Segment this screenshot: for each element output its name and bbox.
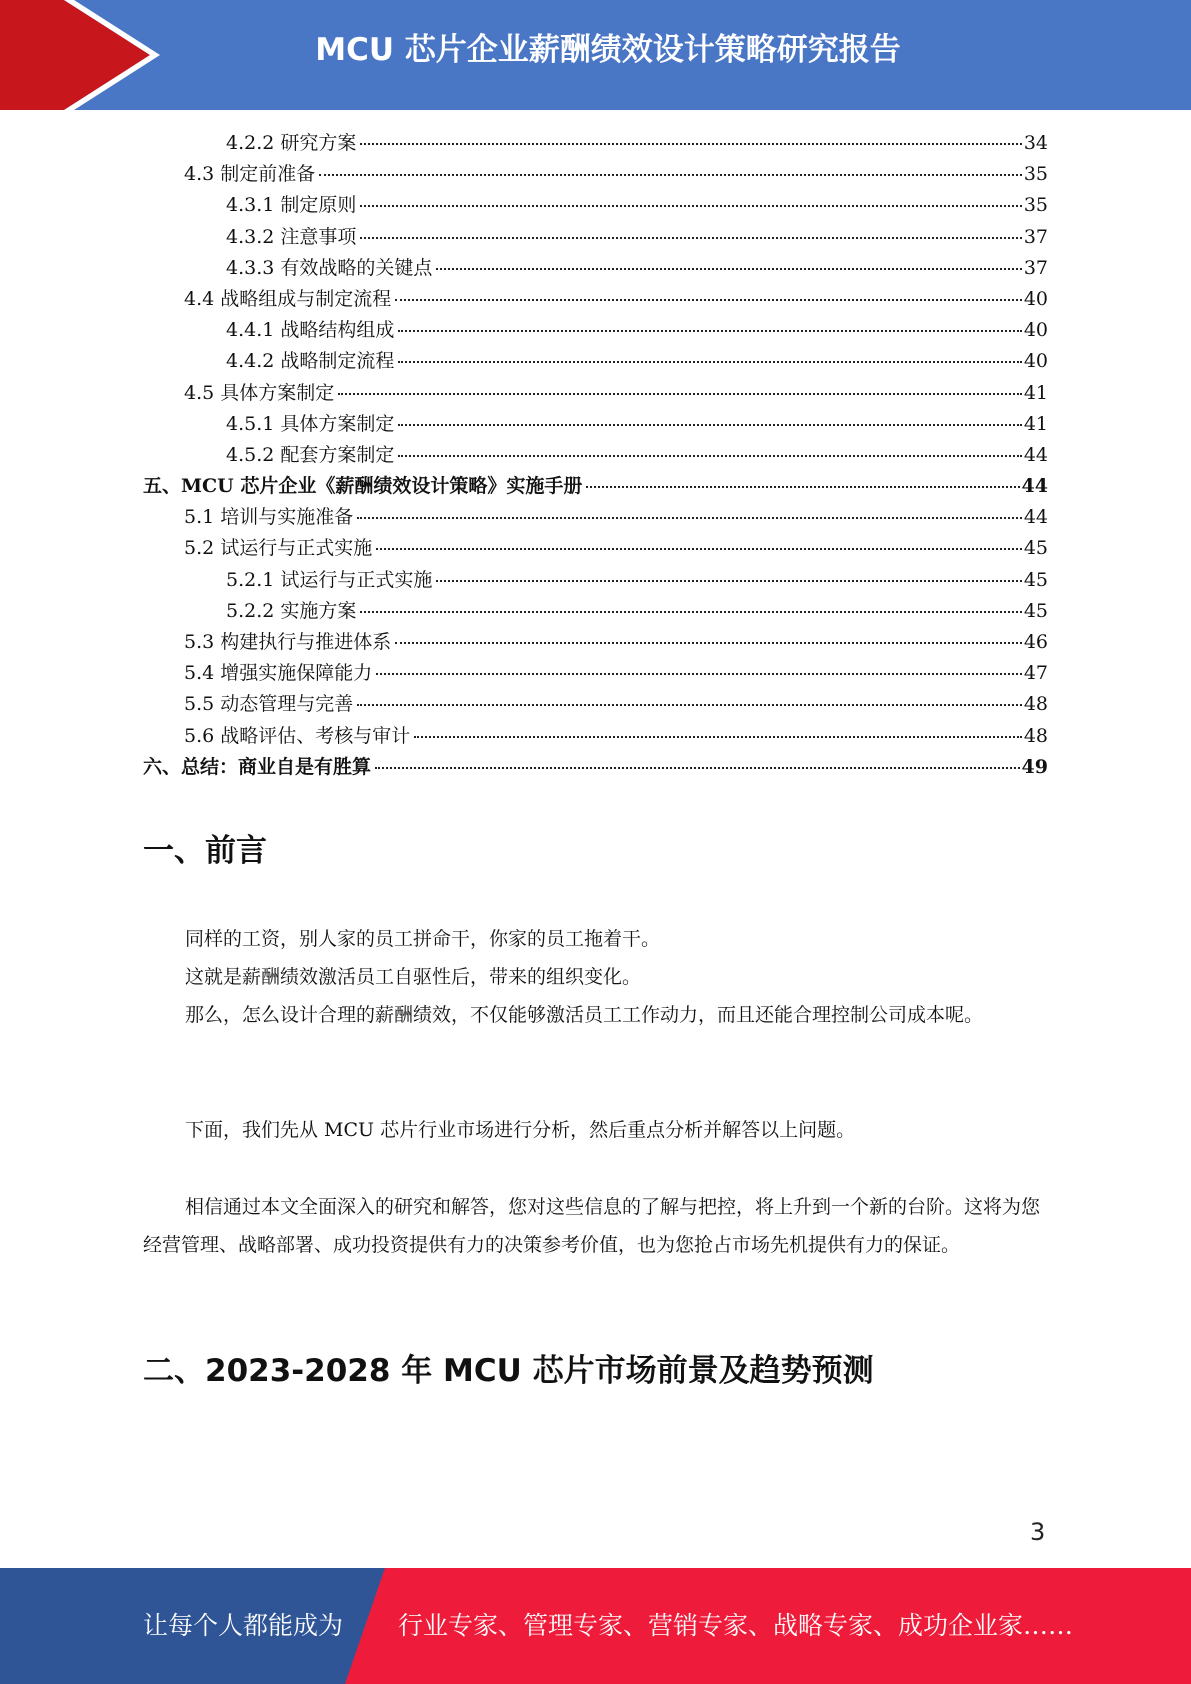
preface-block-3 bbox=[143, 1188, 1048, 1264]
page-number: 3 bbox=[1030, 1518, 1046, 1546]
toc-dot-leader bbox=[357, 704, 1022, 706]
toc-entry-title: 5.3 构建执行与推进体系 bbox=[184, 631, 392, 653]
toc-entry-title: 5.5 动态管理与完善 bbox=[184, 693, 354, 716]
toc-dot-leader bbox=[360, 237, 1021, 239]
toc-entry-page: 44 bbox=[1023, 443, 1048, 466]
toc-entry[interactable] bbox=[143, 689, 1048, 720]
toc-entry-page: 45 bbox=[1023, 537, 1048, 560]
toc-entry[interactable] bbox=[143, 190, 1048, 221]
paragraph: 相信通过本文全面深入的研究和解答，您对这些信息的了解与把控，将上升到一个新的台阶。这将为您经营管理、战略部署、成功投资提供有力的决策参考价值，也为您抢占市场先机提供有力的保证。 bbox=[143, 1196, 1041, 1256]
toc-entry-page: 40 bbox=[1023, 319, 1048, 342]
preface-block-2 bbox=[143, 1111, 1048, 1149]
section-heading-market-forecast: 二、2023-2028 年 MCU 芯片市场前景及趋势预测 bbox=[143, 1353, 874, 1389]
toc-entry-title: 4.4.2 战略制定流程 bbox=[226, 350, 395, 373]
toc-entry-title: 4.3.3 有效战略的关键点 bbox=[226, 256, 433, 279]
toc-entry-title: 5.1 培训与实施准备 bbox=[184, 506, 354, 529]
toc-dot-leader bbox=[436, 268, 1021, 270]
toc-entry-page: 35 bbox=[1023, 163, 1048, 186]
toc-entry-page: 48 bbox=[1023, 724, 1048, 747]
toc-entry-title: 4.5.2 配套方案制定 bbox=[226, 443, 395, 466]
toc-entry-page: 34 bbox=[1023, 132, 1048, 154]
toc-entry-page: 46 bbox=[1023, 631, 1048, 653]
toc-entry-title: 4.3.2 注意事项 bbox=[226, 225, 357, 248]
toc-entry[interactable] bbox=[143, 596, 1048, 627]
paragraph: 下面，我们先从 MCU 芯片行业市场进行分析，然后重点分析并解答以上问题。 bbox=[185, 1119, 856, 1141]
toc-dot-leader bbox=[395, 299, 1022, 301]
paragraph: 那么，怎么设计合理的薪酬绩效，不仅能够激活员工工作动力，而且还能合理控制公司成本呢。 bbox=[185, 1004, 984, 1026]
toc-entry[interactable] bbox=[143, 346, 1048, 377]
preface-block-1 bbox=[143, 920, 1048, 1034]
toc-dot-leader bbox=[360, 611, 1021, 613]
toc-entry-page: 41 bbox=[1023, 412, 1048, 435]
toc-dot-leader bbox=[436, 580, 1021, 582]
toc-entry[interactable] bbox=[143, 658, 1048, 689]
toc-entry-title: 4.5.1 具体方案制定 bbox=[226, 412, 395, 435]
toc-dot-leader bbox=[357, 517, 1022, 519]
toc-entry[interactable] bbox=[143, 502, 1048, 533]
toc-entry-page: 45 bbox=[1023, 599, 1048, 622]
toc-entry-title: 4.2.2 研究方案 bbox=[226, 132, 357, 154]
toc-entry[interactable] bbox=[143, 128, 1048, 159]
toc-entry-page: 40 bbox=[1023, 350, 1048, 373]
toc-dot-leader bbox=[398, 455, 1021, 457]
toc-dot-leader bbox=[376, 673, 1022, 675]
toc-entry-title: 4.4.1 战略结构组成 bbox=[226, 319, 395, 342]
toc-entry[interactable] bbox=[143, 315, 1048, 346]
toc-entry-title: 4.5 具体方案制定 bbox=[184, 381, 335, 404]
toc-dot-leader bbox=[338, 393, 1022, 395]
toc-dot-leader bbox=[319, 174, 1022, 176]
toc-entry-title: 5.2.2 实施方案 bbox=[226, 599, 357, 622]
toc-entry-title: 五、MCU 芯片企业《薪酬绩效设计策略》实施手册 bbox=[143, 475, 583, 498]
footer-slogan-left: 让每个人都能成为 bbox=[143, 1611, 344, 1640]
toc-entry-page: 49 bbox=[1021, 755, 1048, 778]
toc-entry-page: 35 bbox=[1023, 194, 1048, 217]
toc-entry-page: 45 bbox=[1023, 568, 1048, 591]
page-header bbox=[0, 0, 1191, 110]
toc-entry[interactable] bbox=[143, 752, 1048, 783]
toc-entry-title: 5.6 战略评估、考核与审计 bbox=[184, 724, 411, 747]
toc-entry[interactable] bbox=[143, 533, 1048, 564]
toc-entry[interactable] bbox=[143, 409, 1048, 440]
toc-dot-leader bbox=[360, 205, 1021, 207]
toc-dot-leader bbox=[414, 736, 1022, 738]
toc-entry-page: 37 bbox=[1023, 225, 1048, 248]
toc-entry-title: 5.2.1 试运行与正式实施 bbox=[226, 568, 433, 591]
toc-entry-page: 40 bbox=[1023, 287, 1048, 310]
toc-dot-leader bbox=[398, 330, 1021, 332]
toc-entry[interactable] bbox=[143, 721, 1048, 752]
toc-entry-page: 41 bbox=[1023, 381, 1048, 404]
paragraph: 同样的工资，别人家的员工拼命干，你家的员工拖着干。 bbox=[185, 928, 661, 950]
toc-entry[interactable] bbox=[143, 471, 1048, 502]
table-of-contents bbox=[143, 128, 1048, 783]
toc-entry-page: 37 bbox=[1023, 256, 1048, 279]
toc-dot-leader bbox=[395, 642, 1022, 644]
toc-entry[interactable] bbox=[143, 565, 1048, 596]
toc-entry-page: 47 bbox=[1023, 662, 1048, 685]
toc-entry-title: 4.3.1 制定原则 bbox=[226, 194, 357, 217]
section-heading-preface: 一、前言 bbox=[143, 833, 267, 869]
toc-entry[interactable] bbox=[143, 253, 1048, 284]
toc-dot-leader bbox=[376, 548, 1022, 550]
report-title: MCU 芯片企业薪酬绩效设计策略研究报告 bbox=[315, 32, 901, 68]
toc-dot-leader bbox=[375, 767, 1020, 769]
toc-entry-title: 4.3 制定前准备 bbox=[184, 163, 316, 186]
toc-entry[interactable] bbox=[143, 627, 1048, 658]
toc-dot-leader bbox=[398, 361, 1021, 363]
paragraph: 这就是薪酬绩效激活员工自驱性后，带来的组织变化。 bbox=[185, 966, 642, 988]
toc-entry-title: 4.4 战略组成与制定流程 bbox=[184, 287, 392, 310]
toc-entry-page: 44 bbox=[1023, 506, 1048, 529]
toc-entry[interactable] bbox=[143, 222, 1048, 253]
toc-entry-page: 48 bbox=[1023, 693, 1048, 716]
toc-entry[interactable] bbox=[143, 378, 1048, 409]
toc-entry[interactable] bbox=[143, 284, 1048, 315]
toc-entry[interactable] bbox=[143, 159, 1048, 190]
toc-entry[interactable] bbox=[143, 440, 1048, 471]
footer-slogan-right: 行业专家、管理专家、营销专家、战略专家、成功企业家…… bbox=[398, 1611, 1074, 1640]
toc-entry-page: 44 bbox=[1021, 475, 1048, 498]
toc-dot-leader bbox=[586, 486, 1019, 488]
page-footer bbox=[0, 1568, 1191, 1684]
toc-entry-title: 5.4 增强实施保障能力 bbox=[184, 662, 373, 685]
toc-entry-title: 六、总结：商业自是有胜算 bbox=[143, 755, 372, 778]
toc-dot-leader bbox=[360, 143, 1021, 145]
toc-dot-leader bbox=[398, 424, 1021, 426]
toc-entry-title: 5.2 试运行与正式实施 bbox=[184, 537, 373, 560]
